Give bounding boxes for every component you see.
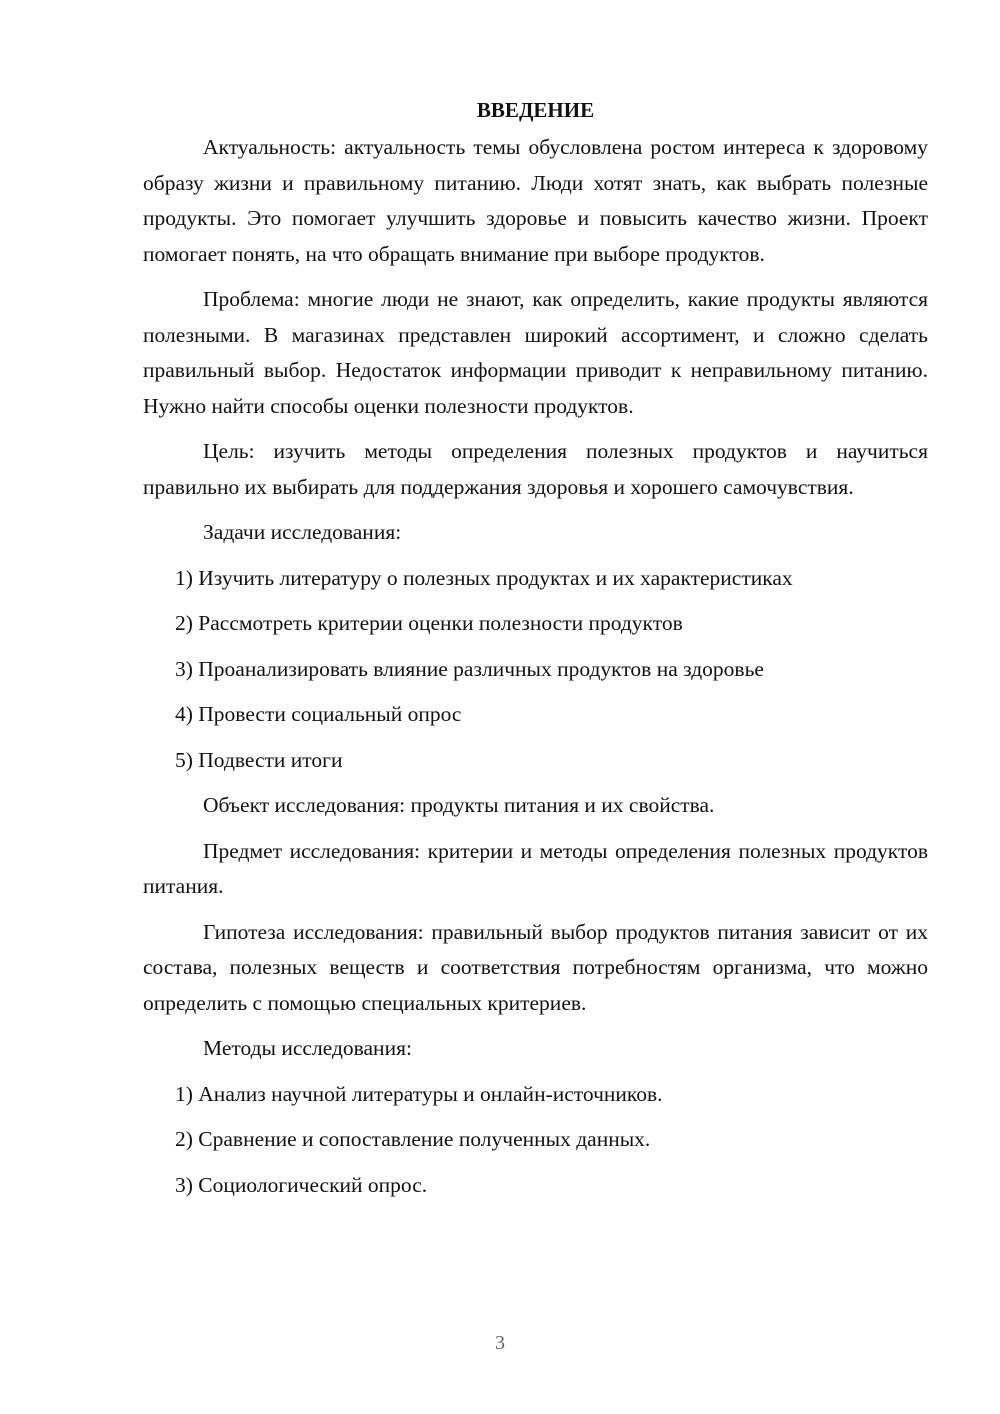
section-title: ВВЕДЕНИЕ: [476, 98, 595, 122]
page-number: 3: [495, 1332, 505, 1354]
relevance-paragraph: Актуальность: актуальность темы обусловлена ростом интереса к здоровому образу жизни и правильному питанию. Люди хотят знать, как выбрать полезные продукты. Это помогает улучшить здоровье и повысить качество жизни. Проект помогает понять, на что обращать внимание при выборе продуктов.: [143, 135, 928, 266]
list-item: 3) Проанализировать влияние различных продуктов на здоровье: [175, 656, 764, 681]
methods-list: [143, 1077, 928, 1204]
document-page: [143, 92, 928, 1213]
list-item: 4) Провести социальный опрос: [175, 702, 462, 726]
object-paragraph: Объект исследования: продукты питания и их свойства.: [203, 793, 715, 817]
subject-paragraph: Предмет исследования: критерии и методы определения полезных продуктов питания.: [143, 838, 928, 898]
list-item: 1) Изучить литературу о полезных продуктах и их характеристиках: [175, 565, 793, 590]
list-item: 2) Рассмотреть критерии оценки полезности продуктов: [175, 611, 683, 635]
list-item: 3) Социологический опрос.: [175, 1172, 428, 1197]
hypothesis-paragraph: Гипотеза исследования: правильный выбор продуктов питания зависит от их состава, полезных веществ и соответствия потребностям организма, что можно определить с помощью специальных критериев.: [143, 919, 928, 1015]
list-item: 5) Подвести итоги: [175, 747, 343, 772]
methods-heading: Методы исследования:: [203, 1036, 412, 1060]
tasks-heading: Задачи исследования:: [203, 520, 402, 544]
tasks-list: [143, 561, 928, 779]
list-item: 2) Сравнение и сопоставление полученных данных.: [175, 1127, 651, 1151]
problem-paragraph: Проблема: многие люди не знают, как определить, какие продукты являются полезными. В магазинах представлен широкий ассортимент, и сложно сделать правильный выбор. Недостаток информации приводит к неправильному питанию. Нужно найти способы оценки полезности продуктов.: [143, 287, 928, 418]
list-item: 1) Анализ научной литературы и онлайн-источников.: [175, 1081, 663, 1106]
goal-paragraph: Цель: изучить методы определения полезных продуктов и научиться правильно их выбирать для поддержания здоровья и хорошего самочувствия.: [143, 439, 928, 499]
